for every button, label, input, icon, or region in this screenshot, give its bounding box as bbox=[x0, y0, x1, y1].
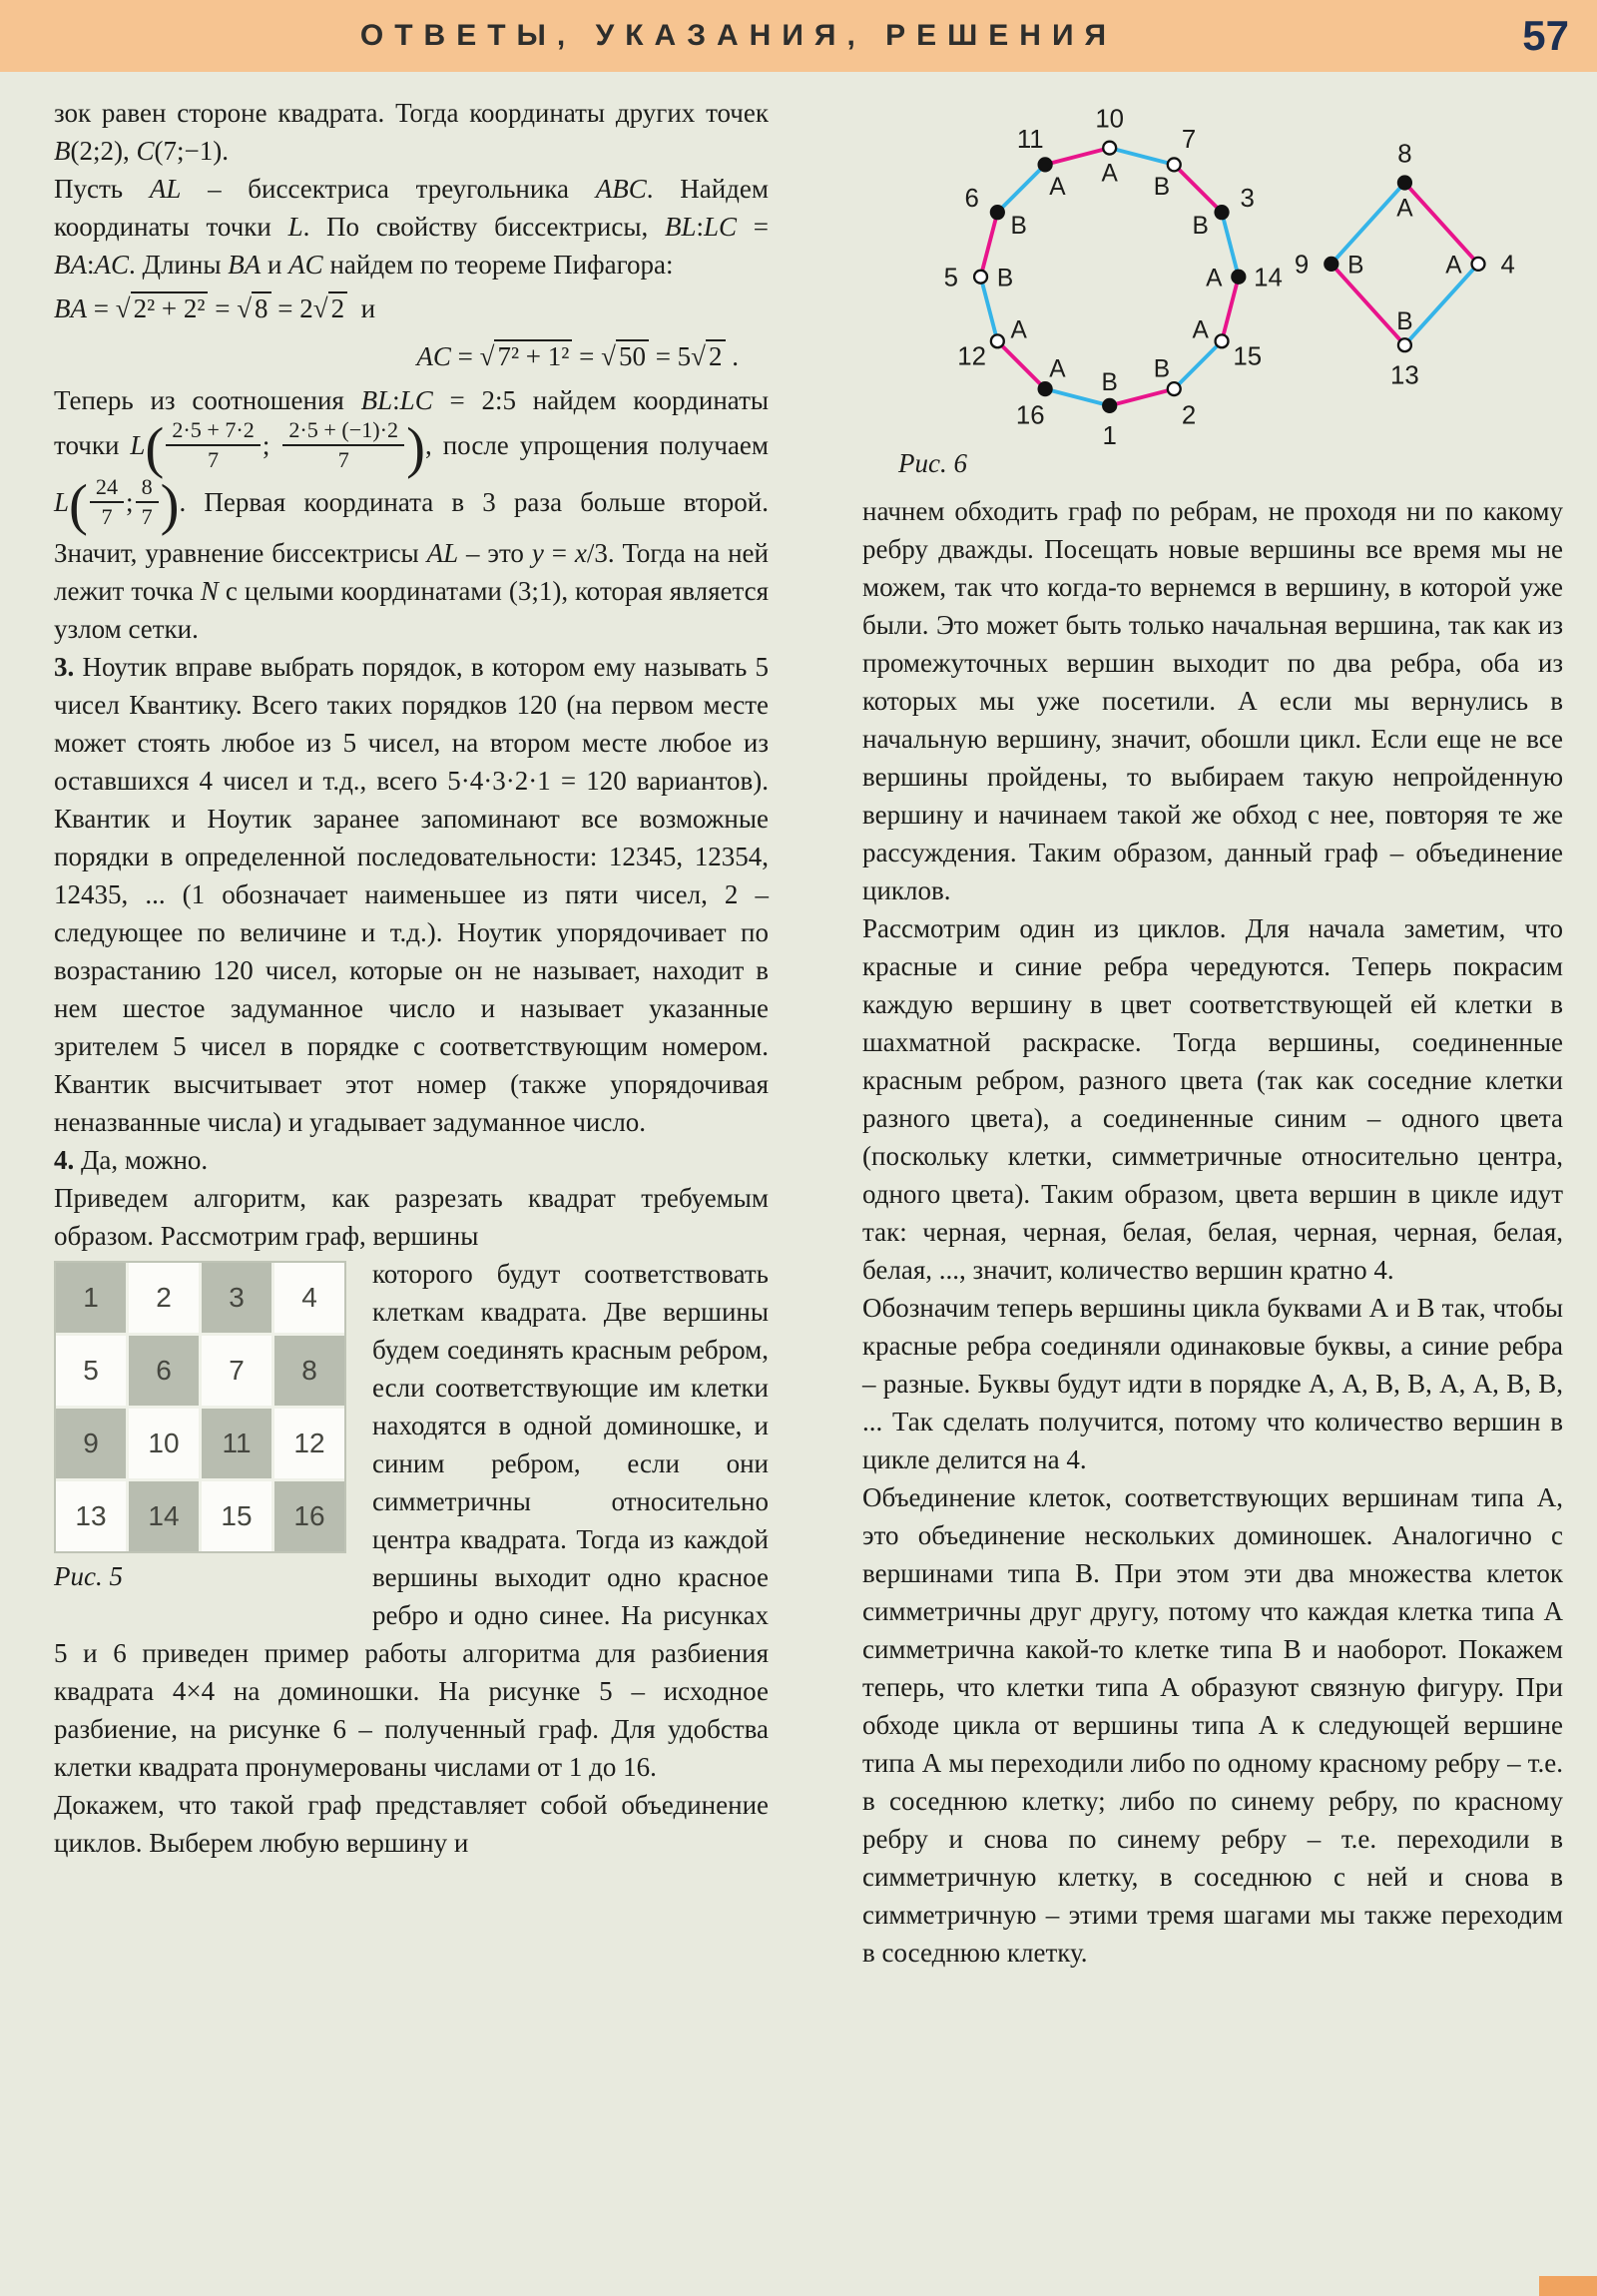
graph-edge-13-9-red bbox=[1331, 264, 1405, 344]
figure6 bbox=[862, 90, 1563, 480]
vertex-number-3: 3 bbox=[1240, 184, 1255, 213]
graph-edge-9-8-blue bbox=[1331, 183, 1405, 264]
grid-cell-4: 4 bbox=[274, 1263, 344, 1333]
fraction: $\frac{8}{7}$ bbox=[136, 473, 159, 530]
vertex-letter-11: A bbox=[1049, 174, 1066, 202]
graph-edge-7-10-blue bbox=[1110, 148, 1175, 165]
paragraph-cycle-colors: Рассмотрим один из циклов. Для начала заметим, что красные и синие ребра чередуются. Теперь покрасим каждую вершину в цвет соответствующей ей клетки в шахматной раскраске. Тогда вершины, соединенные красным ребром, разного цвета (так как соседние клетки разного цвета), а соединенные синим – одного цвета (поскольку клетки, симметричные относительно центра, одного цвета). Таким образом, цвета вершин в цикле идут так: черная, черная, белая, белая, черная, черная, белая, белая, ..., значит, количество вершин кратно 4. bbox=[862, 913, 1563, 1285]
formula-text: , после упрощения получаем L bbox=[54, 429, 770, 518]
page-content bbox=[54, 94, 1563, 1972]
figure5 bbox=[54, 1261, 346, 1593]
graph-edge-4-13-blue bbox=[1404, 264, 1478, 344]
vertex-letter-4: A bbox=[1445, 252, 1462, 280]
sqrt-expression: √ 2 bbox=[313, 291, 347, 323]
grid-cell-16: 16 bbox=[274, 1481, 344, 1551]
sqrt-expression: √ 7² + 1² bbox=[480, 339, 573, 371]
paragraph-problem-3: 3. Ноутик вправе выбрать порядок, в котором ему называть 5 чисел Квантику. Всего таких порядков 120 (на первом месте может стоять любое из 5 чисел, на втором месте любое из оставшихся 4 чисел и т.д., всего 5·4·3·2·1 = 120 вариантов). Квантик и Ноутик заранее запоминают все возможные порядки в определенной последовательности: 12345, 12354, 12435, ... (1 обозначает наименьшее из пяти чисел, 2 – следующее по величине и т.д.). Ноутик упорядочивает по возрастанию 120 чисел, которые он не называет, находит в нем шестое задуманное число и называет указанные зрителем 5 чисел в порядке с соответствующим номером. Квантик высчитывает этот номер (также упорядочивая неназванные числа) и угадывает задуманное число. bbox=[54, 651, 769, 1137]
fraction: $\frac{2\cdot 5 + (-1)\cdot 2}{7}$ bbox=[282, 416, 404, 473]
vertex-letter-3: B bbox=[1192, 212, 1209, 240]
big-paren: ( bbox=[69, 473, 88, 537]
vertex-letter-8: A bbox=[1396, 195, 1413, 223]
vertex-number-2: 2 bbox=[1181, 401, 1197, 430]
corner-mark bbox=[1539, 2276, 1597, 2296]
paragraph-connectivity: Объединение клеток, соответствующих вершинам типа А, это объединение нескольких доминошек. Аналогично с вершинами типа В. При этом эти два множества клеток симметричны друг другу, потому что каждая клетка типа А симметрична какой-то клетке типа В и наоборот. Покажем теперь, что клетки типа А образуют связную фигуру. При обходе цикла от вершины типа А к следующей вершине типа А мы переходили либо по одному красному ребру – т.е. в соседнюю клетку; либо по синему ребру, по красному ребру и снова по синему ребру – т.е. переходили в симметричную клетку, в соседнюю с ней и снова в симметричную – этими тремя шагами мы также переходим в соседнюю клетку. bbox=[862, 1482, 1563, 1968]
page-number: 57 bbox=[1522, 12, 1569, 59]
graph-edge-16-1-blue bbox=[1045, 389, 1110, 406]
grid-cell-9: 9 bbox=[56, 1409, 126, 1478]
sqrt-expression: √ 2² + 2² bbox=[116, 291, 209, 323]
graph-vertex-9 bbox=[1325, 258, 1337, 271]
graph-edge-6-5-red bbox=[981, 213, 998, 278]
graph-edge-11-6-blue bbox=[997, 165, 1045, 213]
paragraph-algorithm-body: которого будут соответствовать клеткам квадрата. Две вершины будем соединять красным ребром, если соответствующие им клетки находятся в одной доминошке, и синим ребром, если они симметричны относительно центра квадрата. Тогда из каждой вершины выходит одно красное ребро и одно синее. На рисунках 5 и 6 приведен пример работы алгоритма для разбиения квадрата 4×4 на доминошки. На рисунке 5 – исходное разбиение, на рисунке 6 – полученный граф. Для удобства клетки квадрата пронумерованы числами от 1 до 16. bbox=[54, 1258, 769, 1782]
graph-edge-5-12-blue bbox=[981, 277, 998, 341]
formula-text: = bbox=[208, 293, 238, 323]
right-column bbox=[862, 94, 1563, 1972]
graph-edge-3-7-red bbox=[1174, 165, 1222, 213]
sqrt-expression: √ 8 bbox=[237, 291, 270, 323]
graph-edge-2-15-blue bbox=[1174, 341, 1222, 389]
graph-edge-8-4-red bbox=[1404, 183, 1478, 264]
formula-text: ; bbox=[126, 487, 134, 518]
vertex-letter-2: B bbox=[1153, 355, 1171, 383]
grid-cell-7: 7 bbox=[202, 1336, 271, 1406]
header-band bbox=[0, 0, 1597, 72]
vertex-letter-15: A bbox=[1192, 316, 1209, 344]
big-paren: ) bbox=[160, 473, 180, 537]
graph-edge-12-16-red bbox=[997, 341, 1045, 389]
paragraph-continuation: зок равен стороне квадрата. Тогда координаты других точек B(2;2), C(7;−1). bbox=[54, 98, 769, 166]
vertex-number-7: 7 bbox=[1181, 126, 1197, 155]
grid-cell-2: 2 bbox=[129, 1263, 199, 1333]
paragraph-graph-traversal: начнем обходить граф по ребрам, не проходя ни по какому ребру дважды. Посещать новые вершины все время мы не можем, так что когда-то вернемся в вершину, в которой уже были. Это может быть только начальная вершина, так как из промежуточных вершин выходит по два ребра, оба из которых мы уже посетили. А если мы вернулись в начальную вершину, значит, обошли цикл. Если еще не все вершины пройдены, то выбираем такую непройденную вершину и начинаем такой же обход с нее, повторяя те же рассуждения. Таким образом, данный граф – объединение циклов. bbox=[862, 496, 1563, 905]
page-title: ОТВЕТЫ, УКАЗАНИЯ, РЕШЕНИЯ bbox=[359, 19, 1118, 52]
vertex-number-8: 8 bbox=[1397, 140, 1412, 169]
vertex-number-13: 13 bbox=[1390, 361, 1419, 390]
formula-text: = 2 bbox=[270, 293, 313, 323]
vertex-number-16: 16 bbox=[1015, 401, 1045, 430]
formula-text: . Первая координата в 3 раза больше второй. Значит, уравнение биссектрисы AL – это y = x/3. Тогда на ней лежит точка N с целыми координатами (3;1), которая является узлом сетки. bbox=[54, 487, 769, 644]
vertex-letter-13: B bbox=[1396, 308, 1413, 336]
grid-cell-8: 8 bbox=[274, 1336, 344, 1406]
paragraph-problem-4: 4. Да, можно. bbox=[54, 1144, 209, 1175]
vertex-number-12: 12 bbox=[957, 342, 987, 371]
formula-text: AC = bbox=[416, 341, 480, 371]
graph-edge-15-14-red bbox=[1222, 277, 1239, 341]
graph-vertex-5 bbox=[974, 271, 987, 284]
graph-vertex-15 bbox=[1216, 334, 1229, 347]
grid-cell-10: 10 bbox=[129, 1409, 199, 1478]
figure6-caption: Рис. 6 bbox=[898, 448, 967, 478]
graph-vertex-2 bbox=[1168, 382, 1181, 395]
graph-vertex-4 bbox=[1472, 258, 1485, 271]
vertex-letter-6: B bbox=[1010, 212, 1027, 240]
grid-cell-3: 3 bbox=[202, 1263, 271, 1333]
figure5-caption: Рис. 5 bbox=[54, 1560, 123, 1591]
graph-vertex-11 bbox=[1039, 158, 1052, 171]
graph-vertex-6 bbox=[991, 206, 1004, 219]
formula-text: и bbox=[347, 293, 376, 323]
vertex-letter-12: A bbox=[1010, 316, 1027, 344]
figure5-grid bbox=[54, 1261, 346, 1553]
vertex-number-15: 15 bbox=[1233, 342, 1263, 371]
graph-vertex-7 bbox=[1168, 158, 1181, 171]
formula-text: BA = bbox=[54, 293, 116, 323]
paragraph-algorithm-intro: Приведем алгоритм, как разрезать квадрат требуемым образом. Рассмотрим граф, вершины bbox=[54, 1182, 769, 1251]
fraction: $\frac{2\cdot 5 + 7\cdot 2}{7}$ bbox=[166, 416, 261, 473]
vertex-letter-1: B bbox=[1101, 368, 1118, 396]
vertex-number-9: 9 bbox=[1294, 251, 1310, 280]
vertex-letter-10: A bbox=[1101, 160, 1118, 188]
grid-cell-6: 6 bbox=[129, 1336, 199, 1406]
big-paren: ) bbox=[406, 416, 425, 480]
vertex-letter-14: A bbox=[1206, 265, 1223, 292]
graph-vertex-12 bbox=[991, 334, 1004, 347]
paragraph-bisector: Пусть AL – биссектриса треугольника ABC. Найдем координаты точки L. По свойству биссектрисы, BL:LC = BA:AC. Длины BA и AC найдем по теореме Пифагора: bbox=[54, 174, 769, 280]
grid-cell-13: 13 bbox=[56, 1481, 126, 1551]
graph-vertex-8 bbox=[1398, 177, 1411, 190]
grid-cell-14: 14 bbox=[129, 1481, 199, 1551]
paragraph-letters-ab: Обозначим теперь вершины цикла буквами А и В так, чтобы красные ребра соединяли одинаковые буквы, а синие ребра – разные. Буквы будут идти в порядке А, А, В, В, А, А, В, В, ... Так сделать получится, потому что количество вершин в цикле делится на 4. bbox=[862, 1293, 1563, 1474]
paragraph-coordinates bbox=[54, 381, 769, 648]
vertex-number-4: 4 bbox=[1500, 251, 1515, 280]
formula-ba bbox=[54, 286, 769, 331]
grid-cell-5: 5 bbox=[56, 1336, 126, 1406]
graph-vertex-1 bbox=[1103, 399, 1116, 412]
graph-edge-10-11-red bbox=[1045, 148, 1110, 165]
formula-text: . bbox=[725, 341, 739, 371]
formula-text: Теперь из соотношения BL:LC = 2:5 найдем координаты точки L bbox=[54, 385, 770, 460]
formula-text: = bbox=[572, 341, 602, 371]
paragraph-proof-start: Докажем, что такой граф представляет собой объединение циклов. Выберем любую вершину и bbox=[54, 1789, 769, 1858]
graph-vertex-16 bbox=[1039, 382, 1052, 395]
sqrt-expression: √ 50 bbox=[601, 339, 649, 371]
vertex-number-14: 14 bbox=[1254, 264, 1283, 292]
big-paren: ( bbox=[145, 416, 165, 480]
fraction: $\frac{24}{7}$ bbox=[90, 473, 124, 530]
formula-text: ; bbox=[262, 429, 281, 460]
vertex-letter-7: B bbox=[1153, 174, 1171, 202]
graph-vertex-13 bbox=[1398, 338, 1411, 351]
vertex-number-6: 6 bbox=[964, 184, 979, 213]
vertex-letter-9: B bbox=[1347, 252, 1364, 280]
vertex-number-1: 1 bbox=[1102, 422, 1117, 448]
graph-vertex-10 bbox=[1103, 142, 1116, 155]
vertex-number-10: 10 bbox=[1095, 105, 1125, 134]
graph-edge-14-3-blue bbox=[1222, 213, 1239, 278]
grid-cell-12: 12 bbox=[274, 1409, 344, 1478]
vertex-number-11: 11 bbox=[1016, 126, 1044, 155]
grid-cell-15: 15 bbox=[202, 1481, 271, 1551]
formula-ac bbox=[54, 333, 769, 379]
sqrt-expression: √ 2 bbox=[691, 339, 725, 371]
grid-cell-11: 11 bbox=[202, 1409, 271, 1478]
vertex-number-5: 5 bbox=[943, 264, 959, 292]
graph-vertex-3 bbox=[1216, 206, 1229, 219]
vertex-letter-16: A bbox=[1049, 355, 1066, 383]
left-column bbox=[54, 94, 769, 1972]
graph-vertex-14 bbox=[1232, 271, 1245, 284]
grid-cell-1: 1 bbox=[56, 1263, 126, 1333]
vertex-letter-5: B bbox=[996, 265, 1014, 292]
formula-text: = 5 bbox=[648, 341, 692, 371]
figure6-svg bbox=[903, 90, 1522, 448]
graph-edge-1-2-red bbox=[1110, 389, 1175, 406]
